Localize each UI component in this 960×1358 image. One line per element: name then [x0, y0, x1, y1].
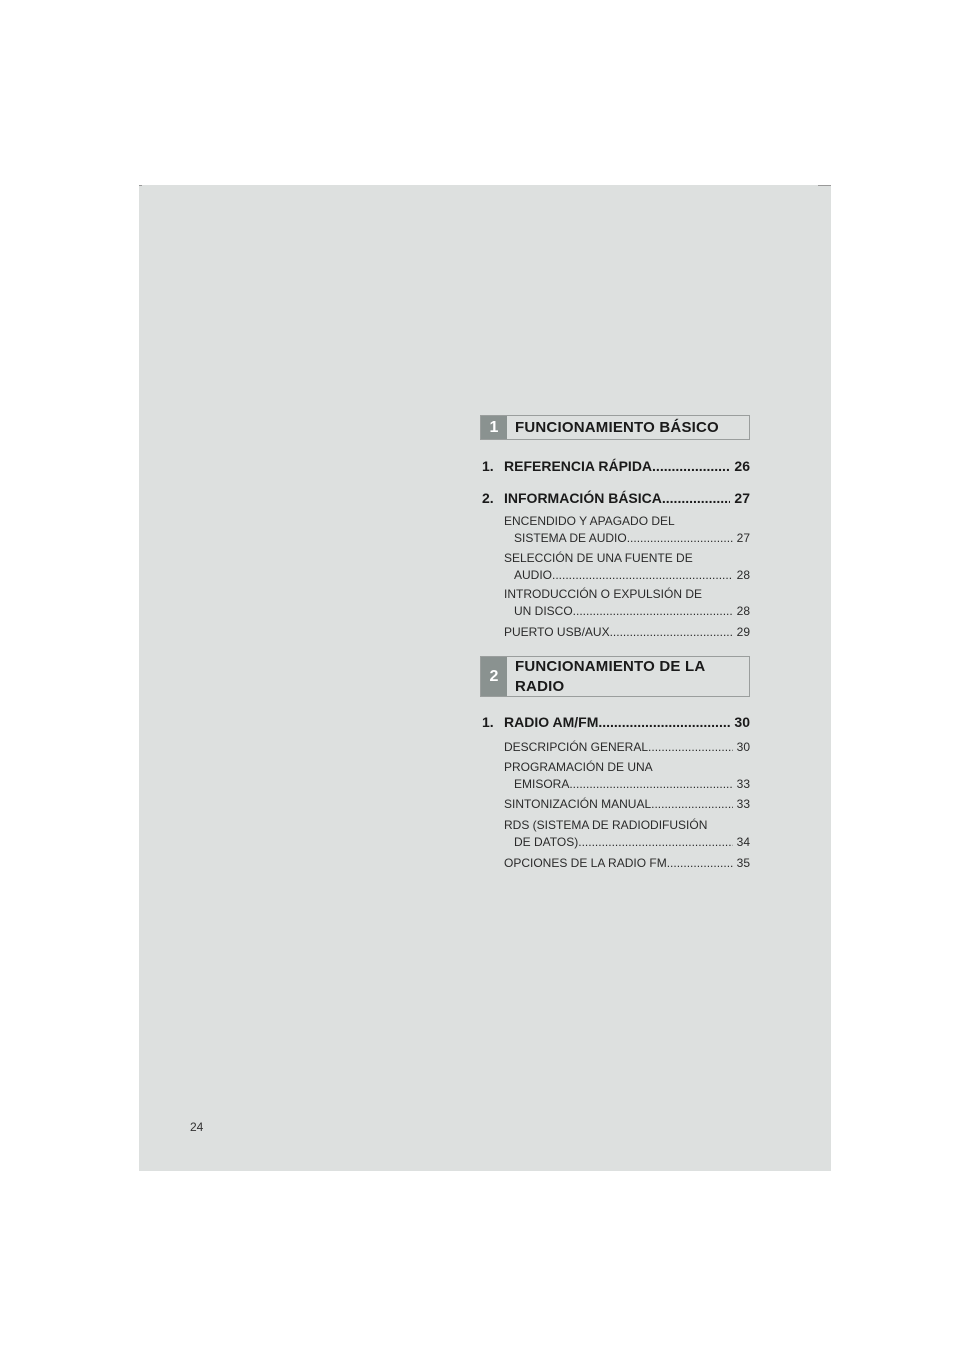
section-number-badge: 1 [481, 416, 507, 439]
page-number: 24 [190, 1120, 204, 1134]
crop-mark-right [818, 185, 831, 186]
toc-item[interactable]: PUERTO USB/AUX ..... 29 [504, 624, 750, 641]
toc-item[interactable]: ENCENDIDO Y APAGADO DEL SISTEMA DE AUDIO ..... 27 [504, 513, 750, 547]
toc-chapter-referencia-rapida[interactable]: 1. REFERENCIA RÁPIDA ..... 26 [482, 458, 750, 474]
toc-item[interactable]: PROGRAMACIÓN DE UNA EMISORA ..... 33 [504, 759, 750, 793]
leader-dots [652, 458, 730, 474]
section-title: FUNCIONAMIENTO DE LA RADIO [515, 657, 705, 695]
toc-item[interactable]: SELECCIÓN DE UNA FUENTE DE AUDIO ..... 28 [504, 550, 750, 584]
toc-chapter-informacion-basica[interactable]: 2. INFORMACIÓN BÁSICA ..... 27 [482, 490, 750, 506]
crop-mark-left [139, 185, 142, 186]
toc-item[interactable]: DESCRIPCIÓN GENERAL ..... 30 [504, 739, 750, 756]
section-header-2 [480, 656, 750, 697]
section-header-1 [480, 415, 750, 440]
toc-chapter-radio-am-fm[interactable]: 1. RADIO AM/FM ..... 30 [482, 714, 750, 730]
toc-item[interactable]: RDS (SISTEMA DE RADIODIFUSIÓN DE DATOS) ..... 34 [504, 817, 750, 851]
toc-item[interactable]: OPCIONES DE LA RADIO FM ..... 35 [504, 855, 750, 872]
leader-dots [598, 714, 730, 730]
section-number-badge: 2 [481, 657, 507, 696]
section-title: FUNCIONAMIENTO BÁSICO [515, 418, 719, 436]
toc-item[interactable]: SINTONIZACIÓN MANUAL ..... 33 [504, 796, 750, 813]
leader-dots [662, 490, 731, 506]
toc-item[interactable]: INTRODUCCIÓN O EXPULSIÓN DE UN DISCO ..... 28 [504, 586, 750, 620]
